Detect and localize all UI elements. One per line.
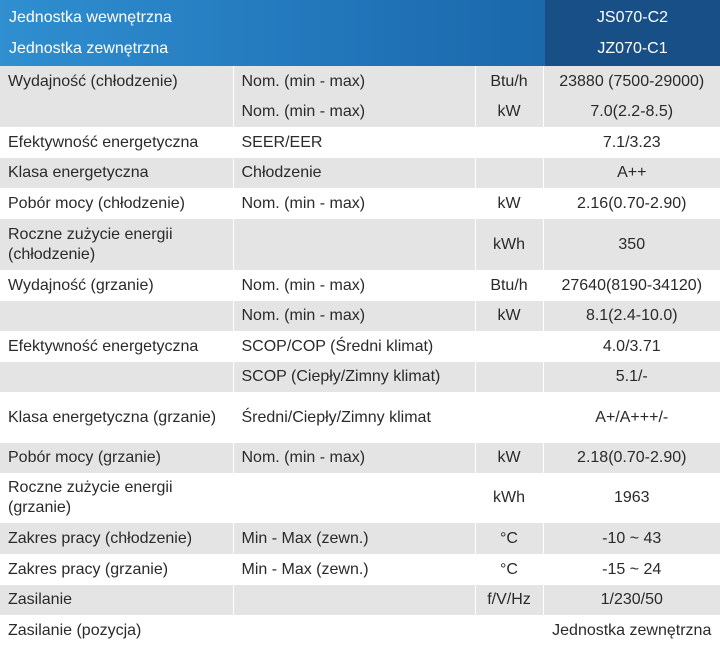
condition-cell: Nom. (min - max) [233,66,475,97]
unit-cell: °C [475,554,543,585]
param-cell: Roczne zużycie energii (grzanie) [0,473,233,523]
value-cell: 7.1/3.23 [543,127,720,158]
condition-cell: Min - Max (zewn.) [233,554,475,585]
value-cell: Jednostka zewnętrzna [543,615,720,646]
unit-cell [475,362,543,392]
table-row [0,523,720,554]
condition-cell: Średni/Ciepły/Zimny klimat [233,392,475,443]
param-cell: Wydajność (grzanie) [0,270,233,301]
value-cell: 27640(8190-34120) [543,270,720,301]
value-cell: 5.1/- [543,362,720,392]
value-cell: 7.0(2.2-8.5) [543,97,720,127]
table-row [0,270,720,301]
condition-cell: Nom. (min - max) [233,301,475,331]
value-cell: A+/A+++/- [543,392,720,443]
unit-cell: kW [475,301,543,331]
param-cell: Pobór mocy (chłodzenie) [0,188,233,219]
param-cell: Zasilanie (pozycja) [0,615,233,646]
unit-cell: Btu/h [475,270,543,301]
value-cell: 1963 [543,473,720,523]
unit-cell: kW [475,188,543,219]
condition-cell [233,473,475,523]
condition-cell: SCOP (Ciepły/Zimny klimat) [233,362,475,392]
param-cell: Wydajność (chłodzenie) [0,66,233,97]
unit-cell [475,127,543,158]
condition-cell: Nom. (min - max) [233,443,475,473]
value-cell: 23880 (7500-29000) [543,66,720,97]
condition-cell [233,615,475,646]
unit-cell [475,615,543,646]
condition-cell [233,585,475,615]
table-row [0,473,720,523]
unit-cell [475,331,543,362]
param-cell: Klasa energetyczna (grzanie) [0,392,233,443]
param-cell [0,301,233,331]
param-cell: Zakres pracy (chłodzenie) [0,523,233,554]
param-cell [0,97,233,127]
value-cell: 2.16(0.70-2.90) [543,188,720,219]
param-cell [0,362,233,392]
value-cell: 4.0/3.71 [543,331,720,362]
unit-cell: kWh [475,219,543,270]
value-cell: -10 ~ 43 [543,523,720,554]
condition-cell: Chłodzenie [233,158,475,188]
spec-header [0,0,720,66]
table-row [0,615,720,646]
table-row [0,443,720,473]
condition-cell: Nom. (min - max) [233,270,475,301]
table-row [0,188,720,219]
table-row [0,331,720,362]
unit-cell: f/V/Hz [475,585,543,615]
unit-cell [475,392,543,443]
indoor-unit-row [0,3,720,35]
unit-cell: kW [475,97,543,127]
indoor-unit-model: JS070-C2 [596,9,669,26]
value-cell: 2.18(0.70-2.90) [543,443,720,473]
table-row [0,127,720,158]
condition-cell [233,219,475,270]
condition-cell: SCOP/COP (Średni klimat) [233,331,475,362]
unit-cell: Btu/h [475,66,543,97]
condition-cell: Nom. (min - max) [233,188,475,219]
table-row [0,97,720,127]
param-cell: Pobór mocy (grzanie) [0,443,233,473]
unit-cell: kW [475,443,543,473]
value-cell: A++ [543,158,720,188]
spec-table [0,66,720,646]
param-cell: Roczne zużycie energii (chłodzenie) [0,219,233,270]
value-cell: -15 ~ 24 [543,554,720,585]
unit-cell [475,158,543,188]
value-cell: 1/230/50 [543,585,720,615]
outdoor-unit-row [0,34,720,66]
condition-cell: SEER/EER [233,127,475,158]
param-cell: Zasilanie [0,585,233,615]
outdoor-unit-model: JZ070-C1 [597,40,668,57]
value-cell: 8.1(2.4-10.0) [543,301,720,331]
param-cell: Zakres pracy (grzanie) [0,554,233,585]
param-cell: Klasa energetyczna [0,158,233,188]
table-row [0,392,720,443]
param-cell: Efektywność energetyczna [0,127,233,158]
condition-cell: Min - Max (zewn.) [233,523,475,554]
indoor-unit-label: Jednostka wewnętrzna [9,9,172,26]
unit-cell: °C [475,523,543,554]
table-row [0,219,720,270]
param-cell: Efektywność energetyczna [0,331,233,362]
table-row [0,585,720,615]
value-cell: 350 [543,219,720,270]
outdoor-unit-label: Jednostka zewnętrzna [9,40,169,57]
table-row [0,362,720,392]
unit-cell: kWh [475,473,543,523]
table-row [0,66,720,97]
table-row [0,158,720,188]
table-row [0,554,720,585]
table-row [0,301,720,331]
condition-cell: Nom. (min - max) [233,97,475,127]
